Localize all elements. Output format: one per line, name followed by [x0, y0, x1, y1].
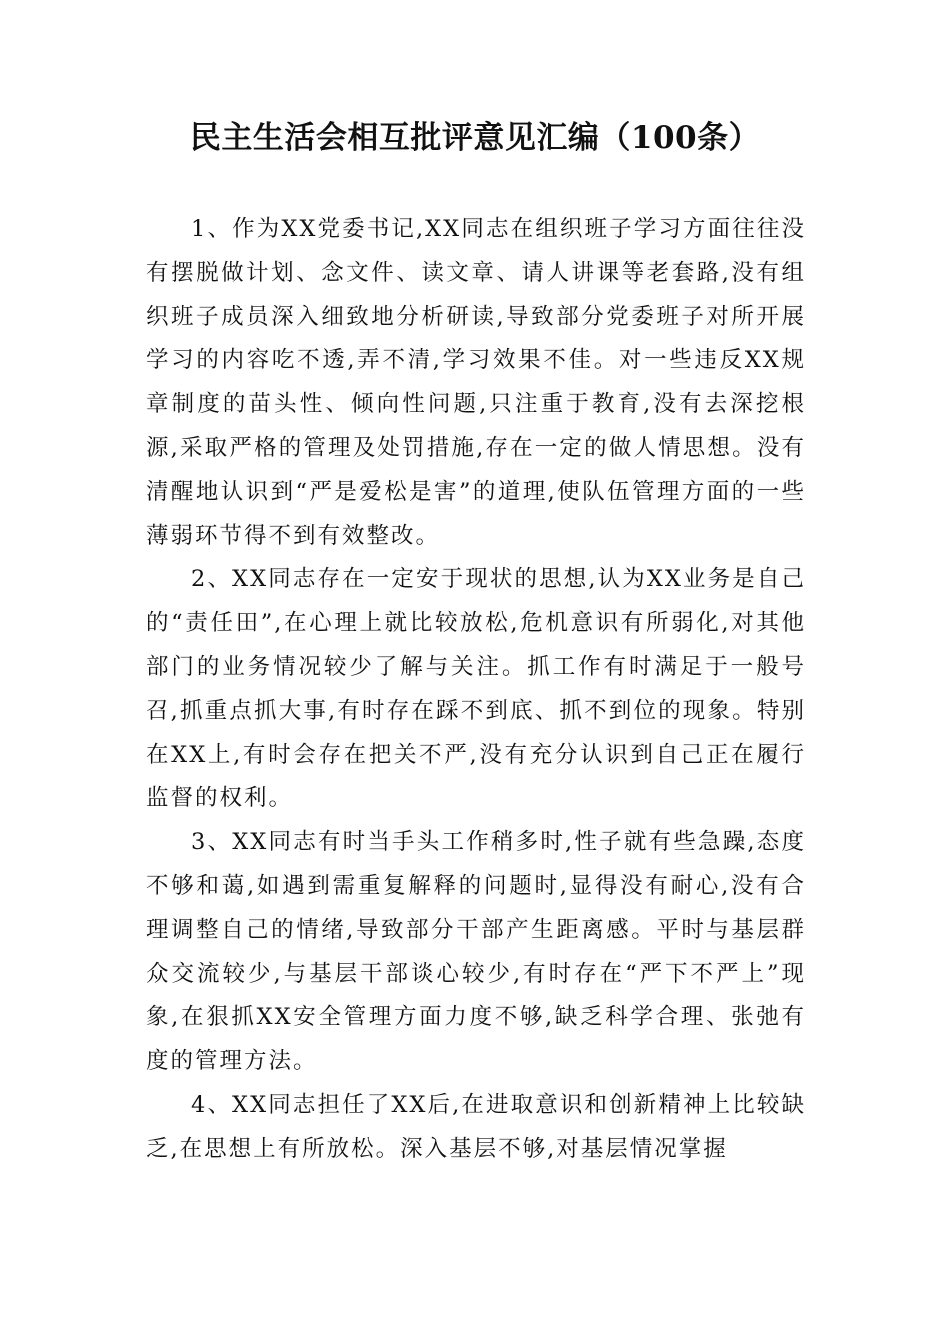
- paragraph-4: 4、XX同志担任了XX后,在进取意识和创新精神上比较缺乏,在思想上有所放松。深入基层不够,对基层情况掌握: [146, 1091, 806, 1162]
- document-title: 民主生活会相互批评意见汇编（100条）: [189, 120, 761, 156]
- paragraph-2: 2、XX同志存在一定安于现状的思想,认为XX业务是自己的“责任田”,在心理上就比较放松,危机意识有所弱化,对其他部门的业务情况较少了解与关注。抓工作有时满足于一般号召,抓重点抓大事,有时存在踩不到底、抓不到位的现象。特别在XX上,有时会存在把关不严,没有充分认识到自己正在履行监督的权利。: [146, 566, 806, 812]
- paragraph-3: 3、XX同志有时当手头工作稍多时,性子就有些急躁,态度不够和蔼,如遇到需重复解释的问题时,显得没有耐心,没有合理调整自己的情绪,导致部分干部产生距离感。平时与基层群众交流较少,与基层干部谈心较少,有时存在“严下不严上”现象,在狠抓XX安全管理方面力度不够,缺乏科学合理、张弛有度的管理方法。: [146, 829, 806, 1075]
- paragraph-1: 1、作为XX党委书记,XX同志在组织班子学习方面往往没有摆脱做计划、念文件、读文章、请人讲课等老套路,没有组织班子成员深入细致地分析研读,导致部分党委班子对所开展学习的内容吃不透,弄不清,学习效果不佳。对一些违反XX规章制度的苗头性、倾向性问题,只注重于教育,没有去深挖根源,采取严格的管理及处罚措施,存在一定的做人情思想。没有清醒地认识到“严是爱松是害”的道理,使队伍管理方面的一些薄弱环节得不到有效整改。: [146, 216, 806, 549]
- document-body: [146, 208, 806, 1172]
